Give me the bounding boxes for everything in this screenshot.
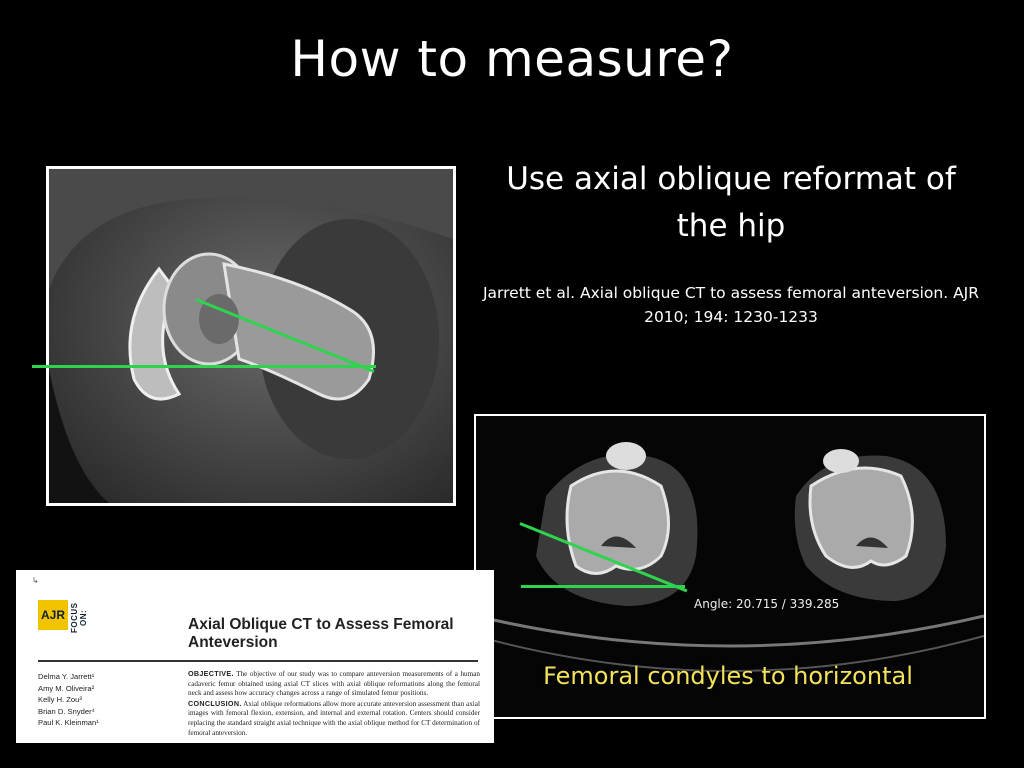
- conclusion-text: Axial oblique reformations allow more accurate anteversion assessment than axial images with femoral flexion, extension, and internal and external rotation. Centers should consider replacing the standard straight axial technique with the axial oblique method for CT determination of femoral anteversion.: [188, 699, 480, 737]
- paper-title: Axial Oblique CT to Assess Femoral Anteversion: [188, 616, 454, 651]
- paper-snippet: [16, 570, 494, 743]
- horizontal-reference-line-knee: [521, 585, 685, 588]
- paper-abstract: [188, 669, 480, 738]
- objective-text: The objective of our study was to compare anteversion measurements of a human cadaveric femur obtained using axial CT slices with axial oblique reformations along the femoral neck and assess how accuracy changes across a range of simulated femur positions.: [188, 670, 481, 698]
- angle-readout: Angle: 20.715 / 339.285: [694, 597, 840, 611]
- horizontal-reference-line: [32, 365, 376, 368]
- hip-ct-image: [46, 166, 456, 506]
- paper-divider: [38, 660, 478, 662]
- author-line: Amy M. Oliveira²: [38, 683, 95, 693]
- reference-citation: Jarrett et al. Axial oblique CT to assess femoral anteversion. AJR 2010; 194: 1230-1233: [482, 284, 980, 326]
- paper-authors: [38, 671, 178, 729]
- author-line: Kelly H. Zou³: [38, 695, 82, 705]
- author-line: Delma Y. Jarrett¹: [38, 672, 95, 681]
- knee-image-caption: Femoral condyles to horizontal: [543, 662, 913, 690]
- conclusion-paragraph: [188, 699, 480, 738]
- slide-title: How to measure?: [290, 30, 734, 88]
- focus-on-label: FOCUS ON:: [70, 602, 88, 634]
- objective-paragraph: [188, 669, 480, 699]
- author-line: Brian D. Snyder⁴: [38, 706, 95, 716]
- conclusion-label: CONCLUSION.: [188, 698, 242, 708]
- corner-mark: ↳: [32, 576, 39, 585]
- slide-subtitle: Use axial oblique reformat of the hip: [506, 161, 956, 244]
- ajr-logo: AJR: [38, 600, 68, 630]
- objective-label: OBJECTIVE.: [188, 669, 234, 678]
- author-line: Paul K. Kleinman¹: [38, 718, 99, 728]
